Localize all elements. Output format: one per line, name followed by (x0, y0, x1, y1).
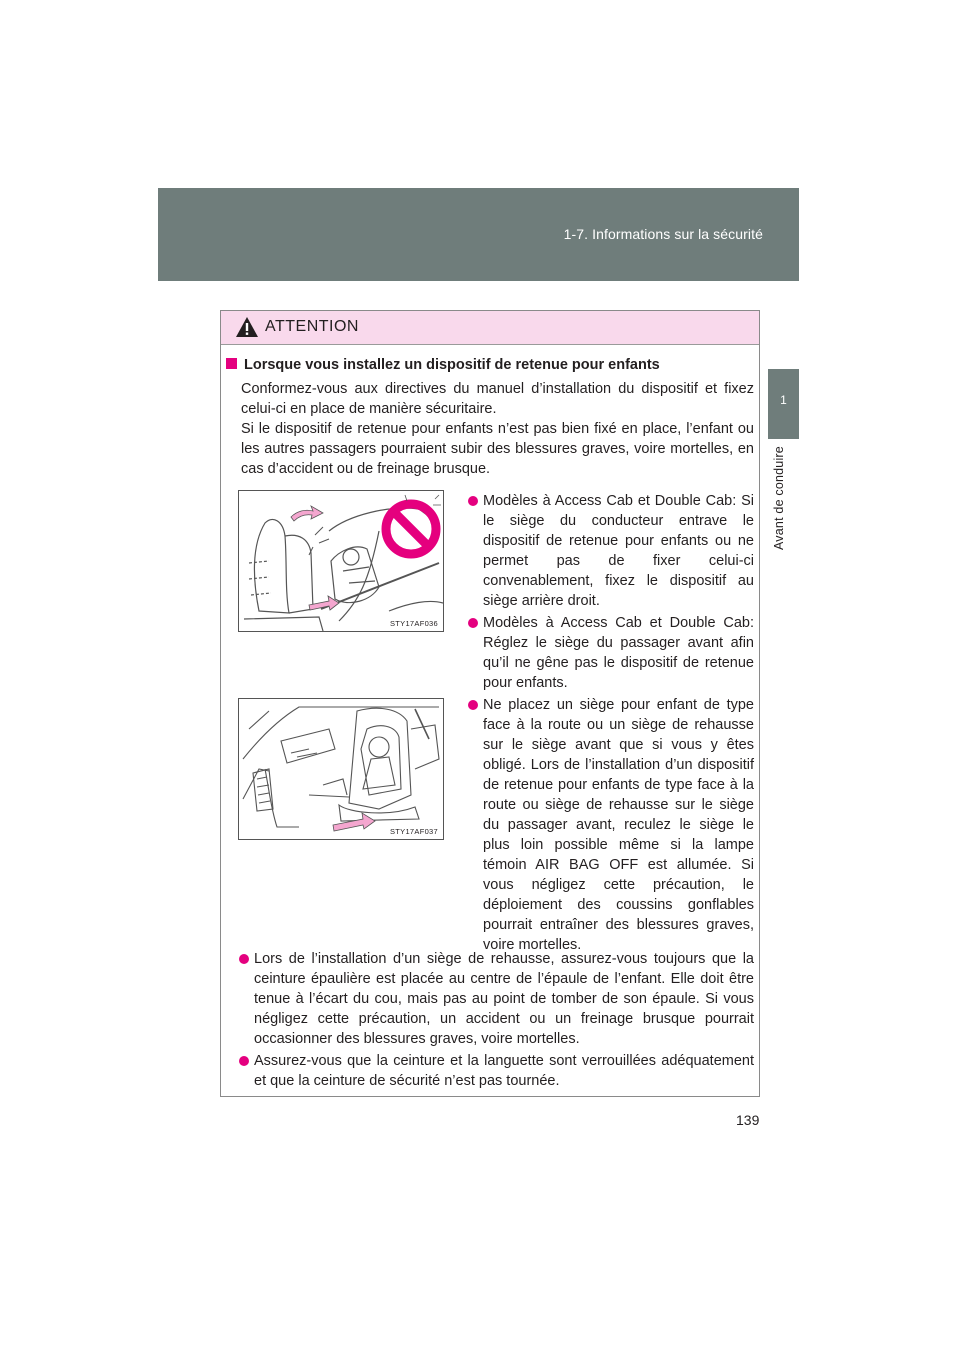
bullet-dot-icon (239, 1056, 249, 1066)
bullet-item (483, 491, 754, 611)
figure-forward-facing-seat (238, 698, 444, 840)
bullet-dot-icon (468, 618, 478, 628)
bullet-dot-icon (239, 954, 249, 964)
chapter-number: 1 (780, 393, 787, 407)
warning-content (221, 345, 759, 1096)
bullet-dot-icon (468, 496, 478, 506)
chapter-tab (768, 369, 799, 439)
forward-facing-child-seat-illustration (239, 699, 444, 840)
seat-conflict-illustration (239, 491, 444, 632)
figure-code: STY17AF037 (389, 827, 438, 836)
warning-triangle-icon (235, 316, 259, 338)
square-bullet-icon (226, 358, 237, 369)
figure-code: STY17AF036 (389, 619, 438, 628)
intro-paragraph-1: Conformez-vous aux directives du manuel d’installation du dispositif et fixez celui-ci en place de manière sécuritaire. (241, 381, 754, 417)
warning-heading (226, 355, 751, 375)
figure-seat-conflict (238, 490, 444, 632)
bullet-text: Assurez-vous que la ceinture et la languette sont verrouillées adéquatement et que la ceinture de sécurité n’est pas tournée. (254, 1053, 754, 1089)
chapter-label: Avant de conduire (772, 446, 786, 550)
warning-box (220, 310, 760, 1097)
warning-header (221, 311, 759, 345)
page-number: 139 (736, 1112, 760, 1128)
bullet-text: Modèles à Access Cab et Double Cab: Réglez le siège du passager avant afin qu’il ne gêne pas le dispositif de retenue pour enfants. (483, 615, 754, 691)
warning-heading-text: Lorsque vous installez un dispositif de retenue pour enfants (244, 357, 660, 373)
bullet-item (483, 695, 754, 955)
bullet-text: Modèles à Access Cab et Double Cab: Si le siège du conducteur entrave le dispositif de retenue pour enfants ou ne permet pas de fixer celui-ci convenablement, fixez le dispositif au siège arrière droit. (483, 493, 754, 609)
bullet-item (483, 613, 754, 693)
bullet-dot-icon (468, 700, 478, 710)
header-band (158, 188, 799, 281)
section-title: 1-7. Informations sur la sécurité (563, 226, 763, 242)
bullet-item (254, 949, 754, 1049)
no-entry-prohibition-icon (386, 504, 436, 554)
bullet-text: Lors de l’installation d’un siège de rehausse, assurez-vous toujours que la ceinture épaulière est placée au centre de l’épaule de l’enfant. Elle doit être tenue à l’écart du cou, mais pas au point de tomber de son épaule. Si vous négligez cette précaution, un accident ou un freinage brusque pourrait occasionner des blessures graves, voire mortelles. (254, 951, 754, 1047)
intro-paragraph-2: Si le dispositif de retenue pour enfants n’est pas bien fixé en place, l’enfant ou les autres passagers pourraient subir des blessures graves, voire mortelles, en cas d’accident ou de freinage brusque. (241, 421, 754, 477)
warning-title: ATTENTION (265, 318, 359, 335)
bullet-text: Ne placez un siège pour enfant de type face à la route ou un siège de rehausse sur le siège avant que si vous y êtes obligé. Lors de l’installation d’un dispositif de retenue pour enfants de type face à la route ou siège de rehausse sur le siège du passager avant, reculez le siège le plus loin possible même si la lampe témoin AIR BAG OFF est allumée. Si vous négligez cette précaution, le déploiement des coussins gonflables pourrait entraîner des blessures graves, voire mortelles. (483, 697, 754, 953)
bullet-item (254, 1051, 754, 1091)
